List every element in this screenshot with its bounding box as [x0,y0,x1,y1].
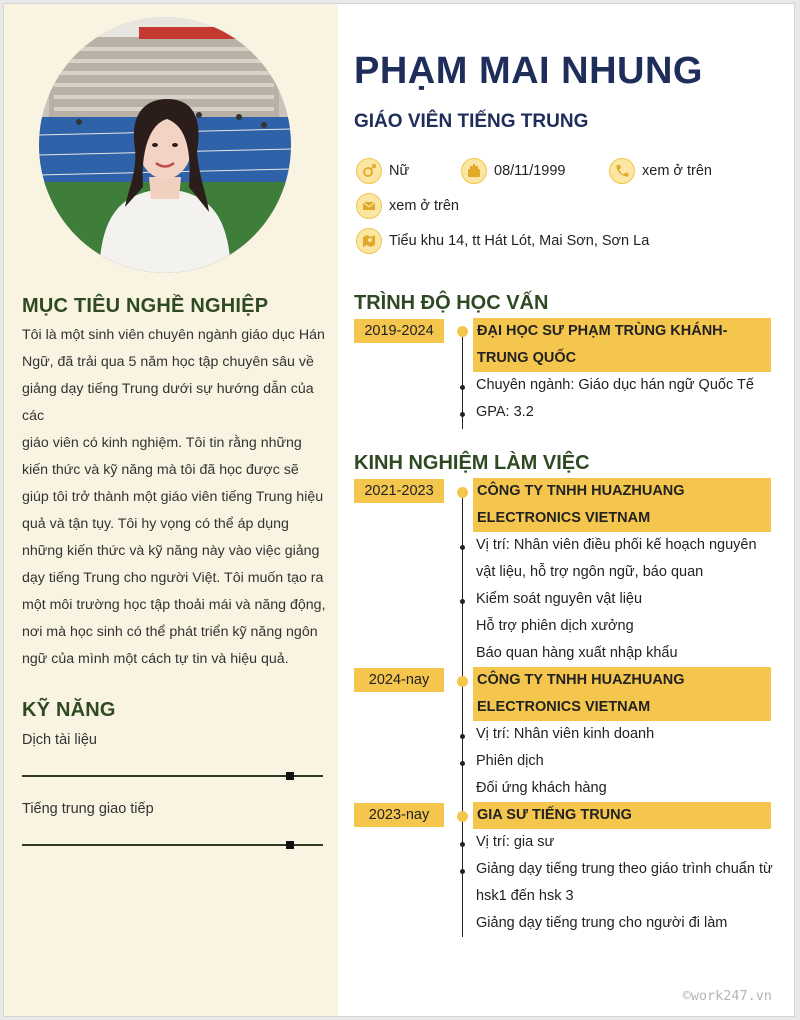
experience-bullet: Báo quan hàng xuất nhập khẩu [476,645,678,661]
experience-date: 2024-nay [354,668,444,692]
address-info [356,228,649,254]
experience-bullet: Vị trí: Nhân viên điều phối kế hoạch nguyên vật liệu, hỗ trợ ngôn ngữ, báo quan [476,537,757,580]
address-value: Tiểu khu 14, tt Hát Lót, Mai Sơn, Sơn La [389,233,650,249]
experience-date: 2023-nay [354,803,444,827]
phone-icon [609,158,635,184]
timeline-dot [457,676,468,687]
timeline-bullet [460,545,465,550]
experience-bullet: Giảng dạy tiếng trung cho người đi làm [476,915,728,931]
email-info [356,193,459,219]
experience-date: 2021-2023 [354,479,444,503]
birthdate-value: 08/11/1999 [494,163,566,179]
mail-icon [356,193,382,219]
avatar [39,17,291,273]
education-bullet: Chuyên ngành: Giáo dục hán ngữ Quốc Tế [476,377,754,393]
birthdate-info [461,158,566,184]
phone-info [609,158,712,184]
experience-heading: KINH NGHIỆM LÀM VIỆC [354,452,590,474]
sidebar [4,4,338,1016]
experience-bullet: Vị trí: gia sư [476,834,555,850]
watermark: ©work247.vn [682,988,772,1004]
experience-company: GIA SƯ TIẾNG TRUNG [473,802,771,829]
skill-bar-translation [22,775,323,777]
education-date: 2019-2024 [354,319,444,343]
timeline-bullet [460,412,465,417]
skill-level-marker [286,841,294,849]
timeline-dot [457,811,468,822]
location-icon [356,228,382,254]
skill-bar-chinese [22,844,323,846]
skills-heading: KỸ NĂNG [22,699,116,721]
cv-page [3,3,795,1017]
skill-level-marker [286,772,294,780]
experience-bullet: Kiểm soát nguyên vật liệu [476,591,643,607]
timeline-bullet [460,842,465,847]
gender-info [356,158,409,184]
objective-text [22,322,328,673]
experience-bullet: Đối ứng khách hàng [476,780,607,796]
email-value: xem ở trên [389,198,459,214]
job-title: GIÁO VIÊN TIẾNG TRUNG [354,111,589,132]
skill-label-chinese: Tiếng trung giao tiếp [22,801,154,817]
experience-company: CÔNG TY TNHH HUAZHUANG ELECTRONICS VIETNAM [473,667,771,721]
objective-heading: MỤC TIÊU NGHỀ NGHIỆP [22,295,269,317]
phone-value: xem ở trên [642,163,712,179]
experience-bullet: Hỗ trợ phiên dịch xưởng [476,618,634,634]
experience-bullet: Vị trí: Nhân viên kinh doanh [476,726,655,742]
education-heading: TRÌNH ĐỘ HỌC VẤN [354,292,549,314]
calendar-icon [461,158,487,184]
objective-paragraph-1: Tôi là một sinh viên chuyên ngành giáo dục Hán Ngữ, đã trải qua 5 năm học tập chuyên sâu về giảng dạy tiếng Trung dưới sự hướng dẫn của các [22,327,325,424]
candidate-name: PHẠM MAI NHUNG [354,50,703,92]
timeline-dot [457,487,468,498]
experience-bullet: Phiên dịch [476,753,544,769]
education-bullet: GPA: 3.2 [476,404,534,420]
experience-company: CÔNG TY TNHH HUAZHUANG ELECTRONICS VIETNAM [473,478,771,532]
objective-paragraph-2: giáo viên có kinh nghiệm. Tôi tin rằng những kiến thức và kỹ năng mà tôi đã học được sẽ giúp tôi trở thành một giáo viên tiếng Trung hiệu quả và tận tụy. Tôi hy vọng có thể áp dụng những kiến thức và kỹ năng này vào việc giảng dạy tiếng Trung cho người Việt. Tôi muốn tạo ra một môi trường học tập thoải mái và năng động, nơi mà học sinh có thể phát triển kỹ năng ngôn ngữ của mình một cách tự tin và hiệu quả. [22,435,326,667]
timeline-dot [457,326,468,337]
gender-icon [356,158,382,184]
timeline-bullet [460,761,465,766]
education-school: ĐẠI HỌC SƯ PHẠM TRÙNG KHÁNH- TRUNG QUỐC [473,318,771,372]
skill-label-translation: Dịch tài liệu [22,732,97,748]
gender-value: Nữ [389,163,410,179]
timeline-bullet [460,869,465,874]
timeline-bullet [460,599,465,604]
experience-bullet: Giảng dạy tiếng trung theo giáo trình chuẩn từ hsk1 đến hsk 3 [476,861,773,904]
timeline-bullet [460,734,465,739]
timeline-bullet [460,385,465,390]
